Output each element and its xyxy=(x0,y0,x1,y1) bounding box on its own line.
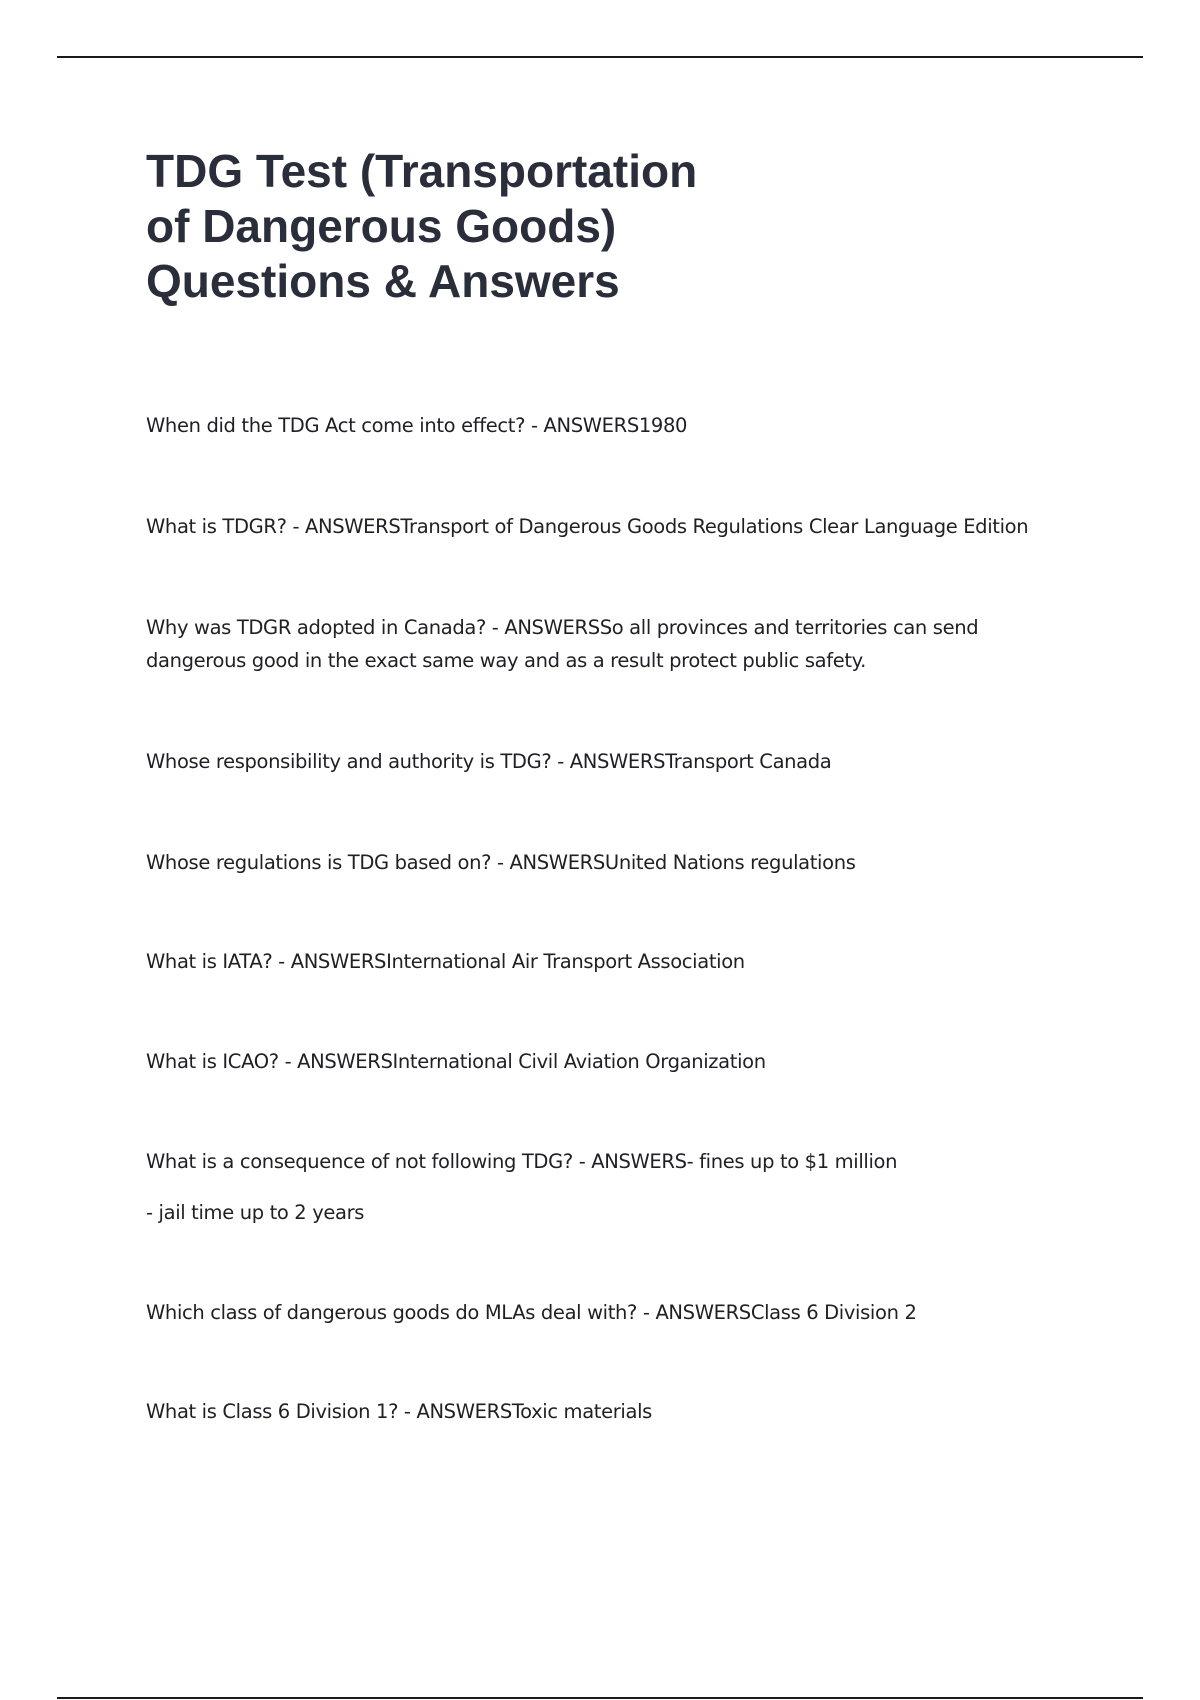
qa-text: What is ICAO? - ANSWERSInternational Civil Aviation Organization xyxy=(146,1050,766,1073)
qa-entry xyxy=(146,1045,1076,1078)
qa-entry xyxy=(146,1296,1076,1329)
qa-entry xyxy=(146,510,1076,543)
qa-entry xyxy=(146,846,1076,879)
bottom-rule xyxy=(57,1697,1143,1699)
qa-text: Whose regulations is TDG based on? - ANSWERSUnited Nations regulations xyxy=(146,851,856,874)
title-line: of Dangerous Goods) xyxy=(146,200,617,252)
title-line: Questions & Answers xyxy=(146,255,620,307)
qa-text: When did the TDG Act come into effect? - ANSWERS1980 xyxy=(146,414,688,437)
qa-text: What is a consequence of not following TDG? - ANSWERS- fines up to $1 million xyxy=(146,1150,898,1173)
qa-text-continued: - jail time up to 2 years xyxy=(146,1201,365,1224)
qa-entry xyxy=(146,409,1076,442)
qa-text: What is IATA? - ANSWERSInternational Air Transport Association xyxy=(146,950,745,973)
qa-text: Whose responsibility and authority is TDG? - ANSWERSTransport Canada xyxy=(146,750,832,773)
qa-entry xyxy=(146,945,1076,978)
qa-text: What is TDGR? - ANSWERSTransport of Dangerous Goods Regulations Clear Language Edition xyxy=(146,515,1029,538)
qa-entry xyxy=(146,745,1076,778)
qa-entry xyxy=(146,1395,1076,1428)
qa-entry xyxy=(146,611,1076,677)
qa-entry xyxy=(146,1145,1076,1229)
qa-text: What is Class 6 Division 1? - ANSWERSToxic materials xyxy=(146,1400,652,1423)
document-title xyxy=(146,144,786,309)
qa-text: Which class of dangerous goods do MLAs deal with? - ANSWERSClass 6 Division 2 xyxy=(146,1301,917,1324)
top-rule xyxy=(57,56,1143,58)
qa-text: Why was TDGR adopted in Canada? - ANSWERSSo all provinces and territories can send xyxy=(146,616,979,639)
title-line: TDG Test (Transportation xyxy=(146,145,698,197)
qa-text-continued: dangerous good in the exact same way and as a result protect public safety. xyxy=(146,649,866,672)
